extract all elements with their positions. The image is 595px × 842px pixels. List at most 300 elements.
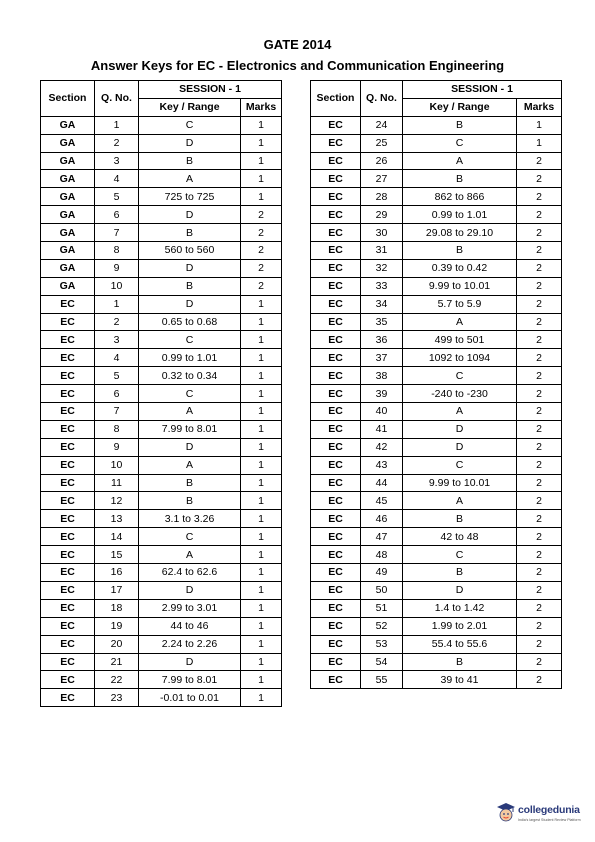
section-cell: EC (311, 564, 361, 582)
section-cell: EC (41, 635, 95, 653)
qno-cell: 1 (95, 295, 139, 313)
marks-cell: 1 (241, 653, 282, 671)
section-cell: EC (41, 438, 95, 456)
marks-cell: 2 (517, 564, 562, 582)
key-cell: 725 to 725 (139, 188, 241, 206)
table-row (311, 242, 562, 260)
marks-cell: 2 (517, 617, 562, 635)
qno-cell: 13 (95, 510, 139, 528)
marks-cell: 1 (241, 635, 282, 653)
table-row (41, 474, 282, 492)
qno-cell: 48 (361, 546, 403, 564)
section-cell: GA (41, 134, 95, 152)
marks-cell: 2 (517, 546, 562, 564)
qno-cell: 2 (95, 313, 139, 331)
page-subtitle: Answer Keys for EC - Electronics and Communication Engineering (90, 58, 505, 73)
section-cell: EC (41, 653, 95, 671)
qno-cell: 39 (361, 385, 403, 403)
qno-cell: 36 (361, 331, 403, 349)
key-cell: 1.99 to 2.01 (403, 617, 517, 635)
table-row (311, 564, 562, 582)
table-row (41, 456, 282, 474)
qno-cell: 10 (95, 277, 139, 295)
marks-cell: 1 (241, 403, 282, 421)
section-cell: GA (41, 259, 95, 277)
marks-cell: 2 (517, 474, 562, 492)
key-cell: 7.99 to 8.01 (139, 420, 241, 438)
table-row (311, 134, 562, 152)
key-cell: 44 to 46 (139, 617, 241, 635)
table-row (311, 617, 562, 635)
key-cell: 0.32 to 0.34 (139, 367, 241, 385)
section-cell: EC (41, 689, 95, 707)
answer-key-table-left (40, 80, 282, 707)
table-row (41, 242, 282, 260)
key-cell: 2.24 to 2.26 (139, 635, 241, 653)
marks-cell: 1 (241, 349, 282, 367)
marks-cell: 2 (517, 206, 562, 224)
section-cell: EC (41, 349, 95, 367)
marks-cell: 1 (241, 170, 282, 188)
section-cell: EC (311, 367, 361, 385)
section-cell: EC (311, 617, 361, 635)
section-cell: EC (311, 134, 361, 152)
section-cell: EC (311, 420, 361, 438)
qno-cell: 11 (95, 474, 139, 492)
qno-cell: 32 (361, 259, 403, 277)
qno-cell: 46 (361, 510, 403, 528)
key-cell: A (403, 403, 517, 421)
key-cell: B (139, 224, 241, 242)
key-cell: 0.65 to 0.68 (139, 313, 241, 331)
table-row (41, 116, 282, 134)
table-row (41, 385, 282, 403)
key-cell: 1.4 to 1.42 (403, 599, 517, 617)
key-cell: 0.39 to 0.42 (403, 259, 517, 277)
key-cell: C (139, 528, 241, 546)
marks-cell: 1 (241, 188, 282, 206)
table-row (311, 206, 562, 224)
table-row (41, 564, 282, 582)
qno-cell: 18 (95, 599, 139, 617)
key-cell: B (403, 116, 517, 134)
marks-cell: 2 (517, 259, 562, 277)
key-cell: C (139, 385, 241, 403)
table-row (311, 635, 562, 653)
table-row (311, 403, 562, 421)
key-cell: A (403, 313, 517, 331)
qno-cell: 12 (95, 492, 139, 510)
marks-cell: 2 (517, 438, 562, 456)
section-cell: EC (311, 635, 361, 653)
qno-cell: 15 (95, 546, 139, 564)
key-cell: D (139, 134, 241, 152)
marks-cell: 1 (241, 313, 282, 331)
section-cell: EC (311, 349, 361, 367)
key-header: Key / Range (403, 98, 517, 116)
marks-cell: 1 (241, 116, 282, 134)
qno-cell: 53 (361, 635, 403, 653)
table-row (311, 259, 562, 277)
qno-cell: 3 (95, 152, 139, 170)
marks-cell: 1 (241, 492, 282, 510)
key-cell: B (403, 170, 517, 188)
marks-header: Marks (517, 98, 562, 116)
table-row (41, 206, 282, 224)
table-row (41, 295, 282, 313)
collegedunia-logo (496, 800, 588, 828)
key-cell: D (139, 581, 241, 599)
key-cell: 9.99 to 10.01 (403, 277, 517, 295)
section-cell: EC (311, 546, 361, 564)
qno-cell: 45 (361, 492, 403, 510)
marks-cell: 2 (517, 313, 562, 331)
qno-cell: 54 (361, 653, 403, 671)
table-row (311, 456, 562, 474)
key-cell: -0.01 to 0.01 (139, 689, 241, 707)
table-row (41, 689, 282, 707)
marks-cell: 1 (241, 671, 282, 689)
table-row (311, 599, 562, 617)
table-row (41, 653, 282, 671)
section-cell: EC (311, 116, 361, 134)
qno-header: Q. No. (361, 81, 403, 117)
table-row (41, 617, 282, 635)
key-cell: 5.7 to 5.9 (403, 295, 517, 313)
table-row (41, 403, 282, 421)
key-cell: D (403, 581, 517, 599)
marks-cell: 2 (517, 492, 562, 510)
table-row (41, 635, 282, 653)
key-cell: 1092 to 1094 (403, 349, 517, 367)
brand-name: collegedunia (518, 804, 580, 816)
key-cell: B (403, 510, 517, 528)
qno-cell: 26 (361, 152, 403, 170)
section-cell: GA (41, 116, 95, 134)
marks-cell: 1 (241, 456, 282, 474)
section-cell: EC (41, 528, 95, 546)
key-cell: D (139, 259, 241, 277)
table-row (41, 492, 282, 510)
qno-cell: 16 (95, 564, 139, 582)
key-cell: B (403, 242, 517, 260)
marks-cell: 1 (241, 599, 282, 617)
table-row (311, 152, 562, 170)
section-cell: EC (311, 313, 361, 331)
table-row (311, 528, 562, 546)
table-row (41, 313, 282, 331)
table-row (311, 492, 562, 510)
marks-cell: 1 (241, 617, 282, 635)
key-cell: 9.99 to 10.01 (403, 474, 517, 492)
marks-cell: 1 (241, 564, 282, 582)
section-cell: EC (311, 259, 361, 277)
marks-cell: 2 (241, 277, 282, 295)
qno-cell: 7 (95, 403, 139, 421)
table-row (41, 528, 282, 546)
marks-cell: 1 (241, 295, 282, 313)
key-cell: 0.99 to 1.01 (403, 206, 517, 224)
key-cell: C (403, 367, 517, 385)
marks-cell: 1 (241, 546, 282, 564)
table-row (311, 420, 562, 438)
table-row (311, 546, 562, 564)
section-cell: EC (311, 188, 361, 206)
marks-cell: 2 (517, 188, 562, 206)
marks-cell: 2 (517, 349, 562, 367)
qno-cell: 34 (361, 295, 403, 313)
marks-cell: 2 (517, 420, 562, 438)
marks-cell: 2 (517, 456, 562, 474)
marks-cell: 1 (241, 510, 282, 528)
table-row (41, 420, 282, 438)
qno-cell: 29 (361, 206, 403, 224)
marks-cell: 1 (241, 438, 282, 456)
key-cell: B (139, 277, 241, 295)
qno-cell: 20 (95, 635, 139, 653)
qno-cell: 47 (361, 528, 403, 546)
table-row (311, 116, 562, 134)
table-row (41, 671, 282, 689)
qno-cell: 9 (95, 438, 139, 456)
qno-cell: 19 (95, 617, 139, 635)
marks-cell: 2 (517, 581, 562, 599)
marks-cell: 1 (241, 134, 282, 152)
key-cell: A (139, 170, 241, 188)
key-cell: A (139, 403, 241, 421)
key-header: Key / Range (139, 98, 241, 116)
qno-cell: 40 (361, 403, 403, 421)
qno-cell: 49 (361, 564, 403, 582)
table-row (41, 546, 282, 564)
qno-cell: 1 (95, 116, 139, 134)
key-cell: C (403, 134, 517, 152)
key-cell: A (139, 456, 241, 474)
table-row (41, 224, 282, 242)
marks-cell: 2 (517, 653, 562, 671)
section-cell: GA (41, 170, 95, 188)
qno-cell: 14 (95, 528, 139, 546)
marks-cell: 1 (241, 581, 282, 599)
key-cell: 39 to 41 (403, 671, 517, 689)
marks-cell: 1 (241, 474, 282, 492)
marks-cell: 2 (517, 510, 562, 528)
table-row (311, 170, 562, 188)
qno-cell: 5 (95, 188, 139, 206)
section-cell: EC (311, 331, 361, 349)
qno-cell: 33 (361, 277, 403, 295)
section-cell: EC (311, 170, 361, 188)
key-cell: 862 to 866 (403, 188, 517, 206)
marks-cell: 2 (241, 259, 282, 277)
table-row (41, 152, 282, 170)
table-row (311, 331, 562, 349)
qno-cell: 9 (95, 259, 139, 277)
answer-key-table-right (310, 80, 562, 689)
key-cell: B (403, 653, 517, 671)
section-cell: EC (311, 492, 361, 510)
qno-cell: 44 (361, 474, 403, 492)
marks-cell: 2 (517, 277, 562, 295)
key-cell: D (139, 295, 241, 313)
qno-cell: 41 (361, 420, 403, 438)
section-cell: EC (41, 385, 95, 403)
table-row (41, 170, 282, 188)
key-cell: 2.99 to 3.01 (139, 599, 241, 617)
marks-cell: 2 (517, 599, 562, 617)
key-cell: D (139, 438, 241, 456)
qno-cell: 50 (361, 581, 403, 599)
section-cell: EC (41, 492, 95, 510)
marks-cell: 2 (517, 242, 562, 260)
qno-cell: 6 (95, 206, 139, 224)
brand-tagline: India's largest Student Review Platform (518, 818, 581, 822)
qno-cell: 38 (361, 367, 403, 385)
marks-cell: 2 (241, 224, 282, 242)
section-cell: EC (311, 671, 361, 689)
marks-cell: 1 (241, 385, 282, 403)
section-cell: EC (41, 403, 95, 421)
table-row (41, 438, 282, 456)
qno-cell: 7 (95, 224, 139, 242)
qno-cell: 4 (95, 349, 139, 367)
qno-cell: 30 (361, 224, 403, 242)
section-cell: EC (311, 510, 361, 528)
section-cell: GA (41, 188, 95, 206)
qno-cell: 6 (95, 385, 139, 403)
qno-cell: 17 (95, 581, 139, 599)
table-row (311, 510, 562, 528)
section-cell: EC (41, 510, 95, 528)
qno-cell: 51 (361, 599, 403, 617)
section-cell: EC (311, 528, 361, 546)
section-cell: EC (41, 546, 95, 564)
table-row (311, 671, 562, 689)
marks-cell: 2 (517, 528, 562, 546)
section-cell: GA (41, 224, 95, 242)
section-cell: EC (41, 456, 95, 474)
marks-cell: 2 (517, 635, 562, 653)
key-cell: D (139, 206, 241, 224)
qno-cell: 28 (361, 188, 403, 206)
marks-cell: 2 (517, 170, 562, 188)
qno-cell: 25 (361, 134, 403, 152)
marks-cell: 2 (517, 367, 562, 385)
table-row (41, 599, 282, 617)
table-row (311, 653, 562, 671)
section-cell: EC (311, 277, 361, 295)
section-cell: EC (311, 599, 361, 617)
qno-cell: 23 (95, 689, 139, 707)
marks-cell: 2 (517, 295, 562, 313)
key-cell: 7.99 to 8.01 (139, 671, 241, 689)
key-cell: 62.4 to 62.6 (139, 564, 241, 582)
section-cell: EC (41, 617, 95, 635)
qno-cell: 4 (95, 170, 139, 188)
section-cell: EC (311, 474, 361, 492)
marks-cell: 1 (241, 367, 282, 385)
table-row (311, 438, 562, 456)
qno-cell: 8 (95, 420, 139, 438)
key-cell: B (139, 492, 241, 510)
qno-cell: 24 (361, 116, 403, 134)
table-row (311, 224, 562, 242)
marks-cell: 2 (517, 403, 562, 421)
table-row (311, 474, 562, 492)
section-cell: GA (41, 242, 95, 260)
key-cell: 0.99 to 1.01 (139, 349, 241, 367)
table-row (41, 367, 282, 385)
qno-cell: 52 (361, 617, 403, 635)
key-cell: D (403, 438, 517, 456)
marks-cell: 2 (517, 331, 562, 349)
qno-cell: 42 (361, 438, 403, 456)
key-cell: C (403, 546, 517, 564)
qno-cell: 37 (361, 349, 403, 367)
page-title: GATE 2014 (263, 37, 332, 52)
section-cell: EC (41, 599, 95, 617)
section-cell: EC (41, 331, 95, 349)
table-row (311, 367, 562, 385)
marks-cell: 2 (241, 242, 282, 260)
section-cell: EC (311, 206, 361, 224)
section-header: Section (41, 81, 95, 117)
key-cell: 560 to 560 (139, 242, 241, 260)
key-cell: B (139, 474, 241, 492)
qno-cell: 55 (361, 671, 403, 689)
qno-cell: 43 (361, 456, 403, 474)
section-cell: EC (41, 564, 95, 582)
qno-cell: 31 (361, 242, 403, 260)
key-cell: C (139, 331, 241, 349)
key-cell: 3.1 to 3.26 (139, 510, 241, 528)
marks-cell: 2 (241, 206, 282, 224)
key-cell: A (403, 492, 517, 510)
section-cell: EC (41, 420, 95, 438)
section-cell: EC (311, 385, 361, 403)
marks-cell: 2 (517, 671, 562, 689)
table-row (41, 331, 282, 349)
section-cell: EC (41, 474, 95, 492)
section-cell: EC (311, 403, 361, 421)
table-row (311, 581, 562, 599)
marks-cell: 2 (517, 385, 562, 403)
marks-cell: 2 (517, 224, 562, 242)
qno-cell: 21 (95, 653, 139, 671)
section-cell: EC (41, 367, 95, 385)
marks-cell: 1 (241, 689, 282, 707)
marks-header: Marks (241, 98, 282, 116)
key-cell: B (139, 152, 241, 170)
key-cell: D (403, 420, 517, 438)
table-row (41, 510, 282, 528)
graduate-mascot-icon (496, 802, 516, 824)
section-cell: EC (311, 456, 361, 474)
marks-cell: 1 (241, 331, 282, 349)
section-cell: EC (41, 671, 95, 689)
qno-cell: 27 (361, 170, 403, 188)
table-row (41, 259, 282, 277)
section-cell: EC (311, 295, 361, 313)
section-header: Section (311, 81, 361, 117)
session-header: SESSION - 1 (139, 81, 282, 99)
key-cell: 55.4 to 55.6 (403, 635, 517, 653)
table-row (311, 349, 562, 367)
key-cell: C (139, 116, 241, 134)
section-cell: EC (311, 438, 361, 456)
qno-cell: 5 (95, 367, 139, 385)
qno-cell: 10 (95, 456, 139, 474)
